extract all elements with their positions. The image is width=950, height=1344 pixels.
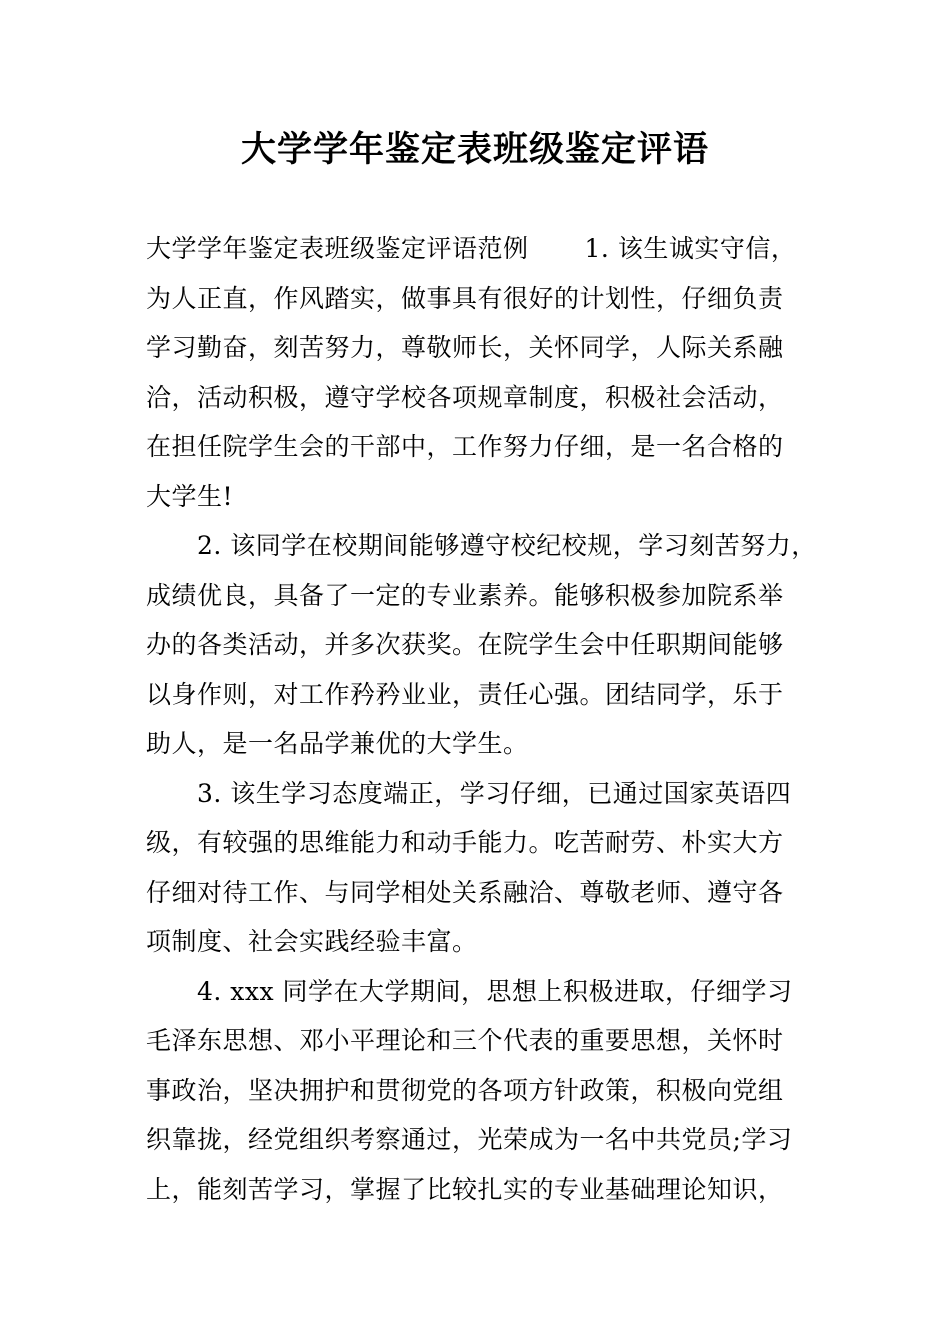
text-line: 为人正直，作风踏实，做事具有很好的计划性，仔细负责 [146, 283, 784, 313]
text-line: 事政治，坚决拥护和贯彻党的各项方针政策，积极向党组 [146, 1075, 784, 1105]
text-line: 办的各类活动，并多次获奖。在院学生会中任职期间能够 [146, 630, 784, 659]
text-line: 毛泽东思想、邓小平理论和三个代表的重要思想，关怀时 [146, 1026, 784, 1055]
text-line: 3. 该生学习态度端正，学习仔细，已通过国家英语四 [146, 778, 792, 808]
text-line: 成绩优良，具备了一定的专业素养。能够积极参加院系举 [146, 580, 784, 610]
text-line: 上，能刻苦学习，掌握了比较扎实的专业基础理论知识， [146, 1174, 784, 1204]
text-line: 洽，活动积极，遵守学校各项规章制度，积极社会活动， [146, 382, 784, 412]
text-line: 助人，是一名品学兼优的大学生。 [146, 729, 529, 758]
document-body [146, 224, 817, 1214]
text-line: 在担任院学生会的干部中，工作努力仔细，是一名合格的 [146, 432, 784, 461]
document-title: 大学学年鉴定表班级鉴定评语 [240, 130, 709, 170]
text-line [146, 224, 810, 274]
text-line-lead: 大学学年鉴定表班级鉴定评语范例 [146, 234, 529, 263]
text-line: 大学生! [146, 481, 234, 511]
text-line: 学习勤奋，刻苦努力，尊敬师长，关怀同学，人际关系融 [146, 333, 784, 362]
text-line: 2. 该同学在校期间能够遵守校纪校规，学习刻苦努力， [146, 531, 817, 560]
text-line: 以身作则，对工作矜矜业业，责任心强。团结同学，乐于 [146, 679, 784, 709]
text-line: 4. xxx 同学在大学期间，思想上积极进取，仔细学习 [146, 976, 793, 1006]
text-line-tail: 1. 该生诚实守信， [584, 234, 797, 263]
text-line: 仔细对待工作、与同学相处关系融洽、尊敬老师、遵守各 [146, 877, 784, 907]
text-line: 级，有较强的思维能力和动手能力。吃苦耐劳、朴实大方 [146, 828, 784, 857]
text-line: 织靠拢，经党组织考察通过，光荣成为一名中共党员;学习 [146, 1125, 793, 1154]
text-line: 项制度、社会实践经验丰富。 [146, 927, 478, 956]
